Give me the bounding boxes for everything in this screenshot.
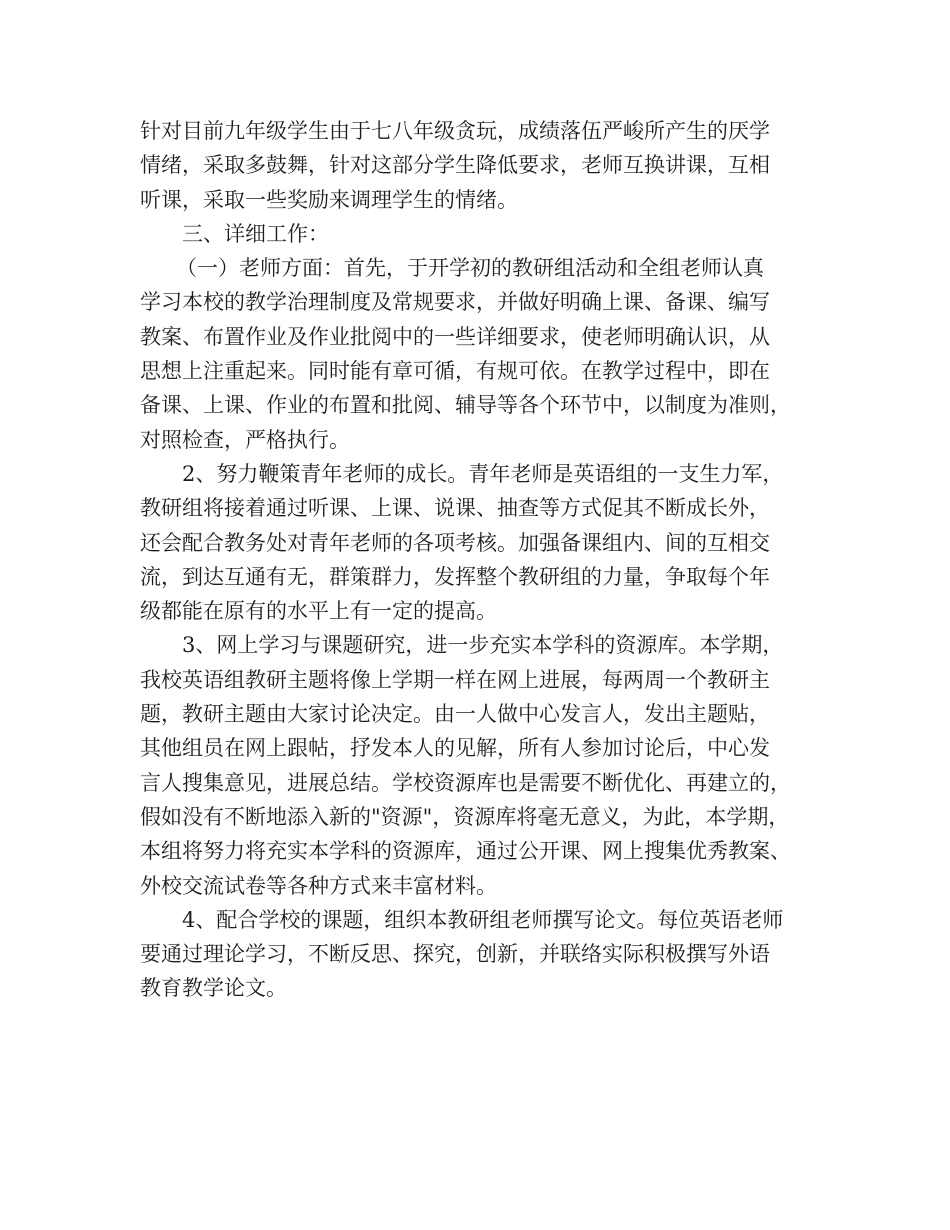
text-line: 我校英语组教研主题将像上学期一样在网上进展，每两周一个教研主	[140, 667, 770, 692]
text-line: 还会配合教务处对青年老师的各项考核。加强备课组内、间的互相交	[140, 530, 770, 555]
text-line: 流，到达互通有无，群策群力，发挥整个教研组的力量，争取每个年	[140, 564, 770, 589]
section-heading: 三、详细工作：	[182, 221, 329, 246]
text-line: 备课、上课、作业的布置和批阅、辅导等各个环节中，以制度为准则，	[140, 393, 791, 418]
text-line: 级都能在原有的水平上有一定的提高。	[140, 599, 497, 624]
text-line: 教案、布置作业及作业批阅中的一些详细要求，使老师明确认识，从	[140, 324, 770, 349]
paragraph-start: （一）老师方面：首先，于开学初的教研组活动和全组老师认真	[176, 256, 764, 281]
document-body	[140, 114, 830, 1006]
text-line: 题，教研主题由大家讨论决定。由一人做中心发言人，发出主题贴，	[140, 702, 770, 727]
text-line: 言人搜集意见，进展总结。学校资源库也是需要不断优化、再建立的，	[140, 770, 791, 795]
text-line: 本组将努力将充实本学科的资源库，通过公开课、网上搜集优秀教案、	[140, 839, 791, 864]
text-line: 其他组员在网上跟帖，抒发本人的见解，所有人参加讨论后，中心发	[140, 736, 770, 761]
text-line: 外校交流试卷等各种方式来丰富材料。	[140, 873, 497, 898]
text-line: 学习本校的教学治理制度及常规要求，并做好明确上课、备课、编写	[140, 290, 770, 315]
text-line: 听课，采取一些奖励来调理学生的情绪。	[140, 187, 518, 212]
text-line: 教育教学论文。	[140, 976, 287, 1001]
text-line: 要通过理论学习，不断反思、探究，创新，并联络实际积极撰写外语	[140, 942, 770, 967]
text-line: 假如没有不断地添入新的"资源"，资源库将毫无意义，为此，本学期，	[140, 804, 790, 829]
text-line: 针对目前九年级学生由于七八年级贪玩，成绩落伍严峻所产生的厌学	[140, 119, 770, 143]
paragraph-start: 4、配合学校的课题，组织本教研组老师撰写论文。每位英语老师	[182, 907, 784, 932]
text-line: 情绪，采取多鼓舞，针对这部分学生降低要求，老师互换讲课，互相	[140, 153, 770, 178]
paragraph-start: 2、努力鞭策青年老师的成长。青年老师是英语组的一支生力军，	[182, 461, 784, 486]
paragraph-start: 3、网上学习与课题研究，进一步充实本学科的资源库。本学期，	[182, 633, 784, 658]
text-line: 教研组将接着通过听课、上课、说课、抽查等方式促其不断成长外，	[140, 496, 770, 521]
text-line: 对照检查，严格执行。	[140, 427, 350, 452]
text-line: 思想上注重起来。同时能有章可循，有规可依。在教学过程中，即在	[140, 359, 770, 384]
